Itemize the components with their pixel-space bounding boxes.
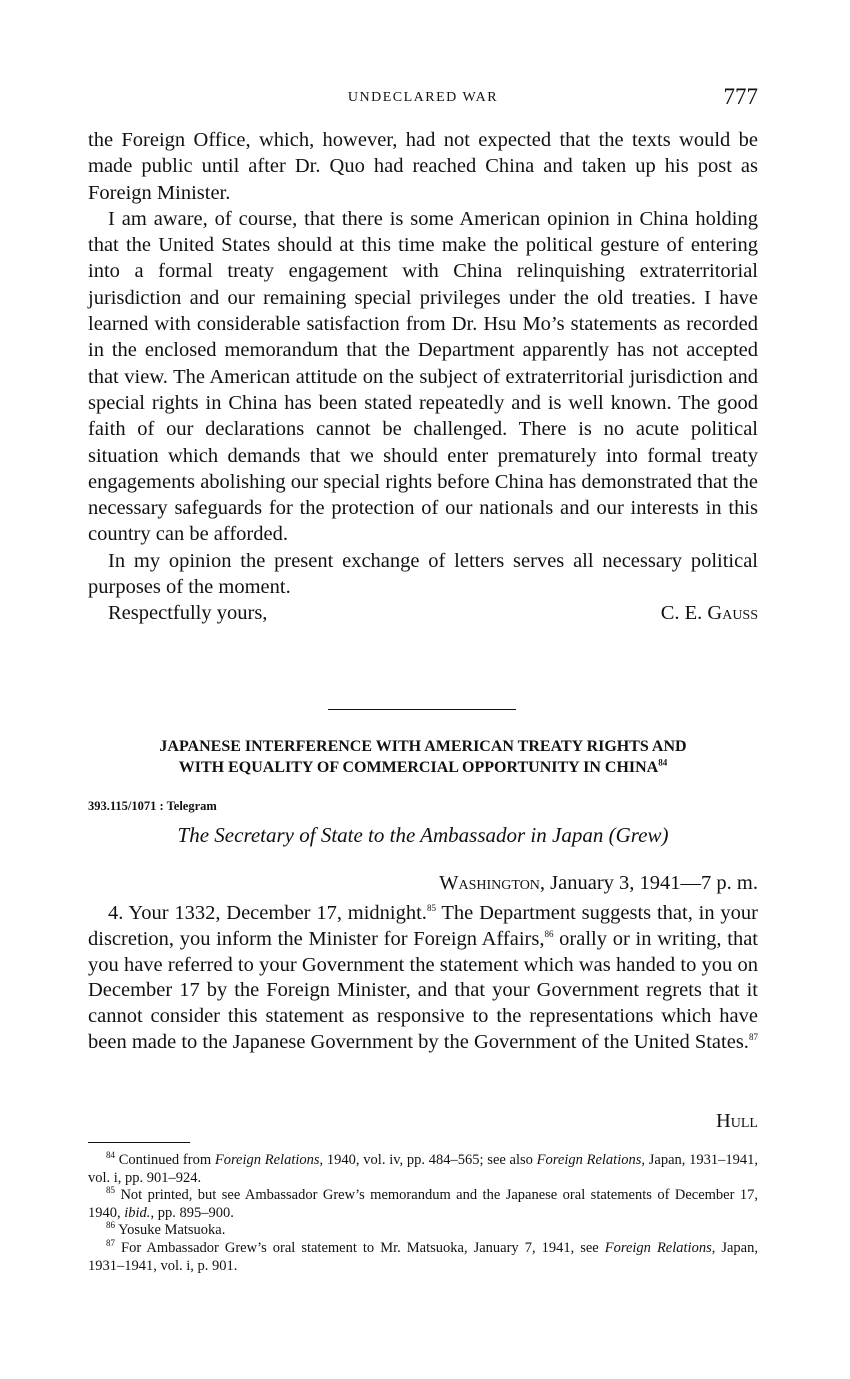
telegram-paragraph: [88, 901, 758, 1056]
footnote-divider: [88, 1142, 190, 1143]
file-reference: 393.115/1071 : Telegram: [88, 799, 217, 813]
telegram-signer: Hull: [715, 1110, 758, 1132]
footnote-text: , Japan, 1931–1941, vol. i, pp. 901–924.: [88, 1152, 759, 1186]
letter-paragraph: In my opinion the present exchange of letters serves all necessary political purposes of the moment.: [88, 549, 758, 599]
section-heading-line: [88, 757, 758, 778]
letter-paragraph: I am aware, of course, that there is some American opinion in China holding that the United States should at this time make the political gesture of entering into a formal treaty engagement with China relinquishing extraterritorial jurisdiction and our remaining special privileges under the old treaties. I have learned with considerable satisfaction from Dr. Hsu Mo’s statements as recorded in the enclosed memorandum that the Department apparently has not accepted that view. The American attitude on the subject of extraterritorial jurisdiction and special rights in China has been stated repeatedly and is well known. The good faith of our declarations cannot be challenged. There is no acute political situation which demands that we should enter prematurely into formal treaty engagements abolishing our special rights before China has demonstrated that the necessary safeguards for the protection of our nationals and our interests in this country can be afforded.: [88, 207, 758, 546]
running-head: UNDECLARED WAR: [347, 90, 499, 105]
telegram-text: orally or in writing, that you have referred to your Government the statement which was handed to you on December 17 by the Foreign Minister, and that your Government regrets that it cannot consider this statement as responsive to the representations which have been made to the Japanese Government by the Government of the United States.: [88, 927, 758, 1053]
letter-signature: C. E. Gauss: [660, 602, 758, 625]
footnote-italic: Foreign Relations: [536, 1152, 642, 1168]
footnote-number: 84: [106, 1150, 115, 1161]
footnote-italic: ibid.: [124, 1204, 151, 1221]
footnote-number: 85: [106, 1185, 115, 1196]
footnote-ref: 86: [544, 928, 554, 939]
footnote-ref: 85: [426, 903, 436, 914]
section-heading-text: WITH EQUALITY OF COMMERCIAL OPPORTUNITY IN CHINA: [178, 759, 659, 776]
section-heading: [88, 736, 758, 778]
letter-paragraph: the Foreign Office, which, however, had not expected that the texts would be made public until after Dr. Quo had reached China and taken up his post as Foreign Minister.: [88, 129, 758, 204]
footnote: [88, 1222, 758, 1240]
footnote: [88, 1152, 758, 1187]
telegram-body: [88, 901, 758, 1056]
footnote: [88, 1240, 758, 1275]
letter-body: [88, 127, 758, 628]
telegram-text: The Department suggests that, in your discretion, you inform the Minister for Foreign Affairs,: [88, 902, 758, 950]
document-title: The Secretary of State to the Ambassador in Japan (Grew): [177, 823, 669, 847]
footnote-number: 87: [106, 1238, 115, 1249]
letter-closing: [88, 600, 758, 628]
page-header: [88, 84, 758, 114]
footnote-ref: 84: [658, 757, 668, 768]
dateline: [439, 872, 758, 895]
section-divider: [328, 709, 516, 710]
footnote-text: Continued from: [115, 1152, 215, 1168]
telegram-text: 4. Your 1332, December 17, midnight.: [108, 902, 427, 924]
footnote-number: 86: [106, 1220, 115, 1231]
closing-phrase: Respectfully yours,: [108, 602, 268, 625]
footnote: [88, 1187, 758, 1222]
footnote-text: , pp. 895–900.: [150, 1204, 234, 1221]
dateline-place: Washington: [439, 872, 540, 894]
dateline-date: , January 3, 1941—7 p. m.: [539, 872, 758, 894]
footnote-ref: 87: [748, 1032, 758, 1043]
footnote-italic: Foreign Relations: [214, 1152, 320, 1168]
footnote-italic: Foreign Relations: [604, 1239, 712, 1256]
footnote-text: , Japan, 1931–1941, vol. i, p. 901.: [88, 1239, 758, 1274]
footnote-text: For Ambassador Grew’s oral statement to Mr. Matsuoka, January 7, 1941, see: [115, 1239, 605, 1256]
footnote-text: Not printed, but see Ambassador Grew’s memorandum and the Japanese oral statements of December 17, 1940,: [88, 1187, 758, 1221]
section-heading-line: JAPANESE INTERFERENCE WITH AMERICAN TREATY RIGHTS AND: [159, 738, 687, 755]
footnote-text: Yosuke Matsuoka.: [115, 1222, 226, 1239]
footnote-text: , 1940, vol. iv, pp. 484–565; see also: [319, 1152, 537, 1168]
page-number: 777: [723, 84, 758, 109]
footnotes: [88, 1152, 758, 1275]
